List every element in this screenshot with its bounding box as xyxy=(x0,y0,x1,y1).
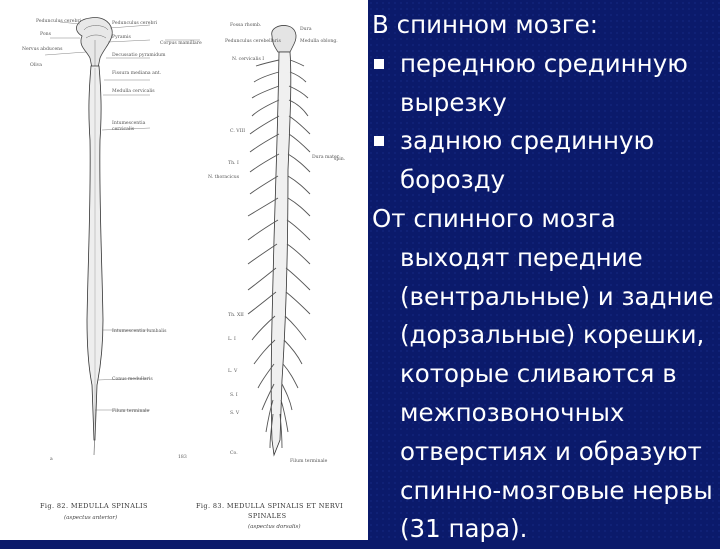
svg-text:Pons: Pons xyxy=(40,32,51,37)
svg-text:Corpus mamillare: Corpus mamillare xyxy=(160,41,202,46)
right-figure-caption-1: Fig. 83. MEDULLA SPINALIS ET NERVI xyxy=(196,502,344,510)
svg-text:S. I: S. I xyxy=(230,393,238,398)
svg-text:Th. I: Th. I xyxy=(228,161,239,166)
svg-text:cervicalis: cervicalis xyxy=(112,127,135,132)
svg-text:Th. XII: Th. XII xyxy=(228,313,244,318)
svg-text:L. I: L. I xyxy=(228,337,236,342)
svg-text:Pedunculus cerebri: Pedunculus cerebri xyxy=(112,21,158,26)
svg-text:Medulla oblong.: Medulla oblong. xyxy=(300,39,338,44)
square-bullet-icon xyxy=(374,59,384,69)
slide-body-text xyxy=(372,6,718,549)
paragraph-line: которые сливаются в xyxy=(400,359,677,389)
svg-text:Oliva: Oliva xyxy=(30,63,43,68)
svg-text:spin.: spin. xyxy=(334,157,346,162)
paragraph-line: отверстиях и образуют xyxy=(400,436,702,466)
svg-text:Co.: Co. xyxy=(230,451,238,456)
svg-text:a: a xyxy=(50,457,53,462)
intro-line: В спинном мозге: xyxy=(372,10,599,39)
bullet-item xyxy=(372,45,718,123)
left-spinal-cord-drawing xyxy=(22,18,202,463)
paragraph-line: спинно-мозговые нервы xyxy=(400,475,713,505)
right-spinal-cord-drawing xyxy=(208,22,346,464)
right-figure-caption-2: SPINALES xyxy=(248,512,287,520)
paragraph-line: (31 пара). xyxy=(400,514,528,544)
svg-text:N. cervicalis I: N. cervicalis I xyxy=(232,57,265,62)
svg-text:Dura: Dura xyxy=(300,27,312,32)
bullet-text-line: переднюю срединную xyxy=(400,48,688,78)
svg-text:Dura mater: Dura mater xyxy=(312,155,339,160)
svg-text:Nervus abducens: Nervus abducens xyxy=(22,47,63,52)
svg-text:Filum terminale: Filum terminale xyxy=(290,459,328,464)
svg-text:C. VIII: C. VIII xyxy=(230,129,246,134)
svg-text:Intumescentia: Intumescentia xyxy=(112,121,146,126)
paragraph-line: межпозвоночных xyxy=(400,397,625,427)
svg-text:Medulla cervicalis: Medulla cervicalis xyxy=(112,89,155,94)
svg-text:Fissura mediana ant.: Fissura mediana ant. xyxy=(112,71,162,76)
svg-text:N. thoracicus: N. thoracicus xyxy=(208,175,240,180)
right-figure-subcaption: (aspectus dorsalis) xyxy=(248,524,301,530)
svg-text:Pedunculus cerebellaris: Pedunculus cerebellaris xyxy=(225,39,281,44)
paragraph-line: (дорзальные) корешки, xyxy=(400,320,705,350)
svg-text:Filum terminale: Filum terminale xyxy=(112,409,150,414)
svg-text:183: 183 xyxy=(178,455,187,460)
square-bullet-icon xyxy=(374,136,384,146)
left-figure-caption: Fig. 82. MEDULLA SPINALIS xyxy=(40,502,148,510)
bullet-text-line: вырезку xyxy=(400,87,507,117)
svg-text:Decussatio pyramidum: Decussatio pyramidum xyxy=(112,53,166,58)
paragraph-line: выходят передние xyxy=(400,242,643,272)
svg-text:Conus medullaris: Conus medullaris xyxy=(112,377,153,382)
svg-text:Intumescentia lumbalis: Intumescentia lumbalis xyxy=(112,329,167,334)
svg-text:S. V: S. V xyxy=(230,411,240,416)
svg-text:Pyramis: Pyramis xyxy=(112,35,131,40)
paragraph-line: (вентральные) и задние xyxy=(400,281,714,311)
svg-text:L. V: L. V xyxy=(228,369,238,374)
paragraph-first-line: От спинного мозга xyxy=(372,203,616,233)
svg-text:Pedunculus cerebri: Pedunculus cerebri xyxy=(36,19,82,24)
bullet-text-line: борозду xyxy=(400,165,506,195)
bullet-text-line: заднюю срединную xyxy=(400,126,655,156)
bullet-item xyxy=(372,122,718,200)
figure-captions xyxy=(40,502,343,530)
left-figure-subcaption: (aspectus anterior) xyxy=(64,515,118,521)
svg-text:Fossa rhomb.: Fossa rhomb. xyxy=(230,23,262,28)
